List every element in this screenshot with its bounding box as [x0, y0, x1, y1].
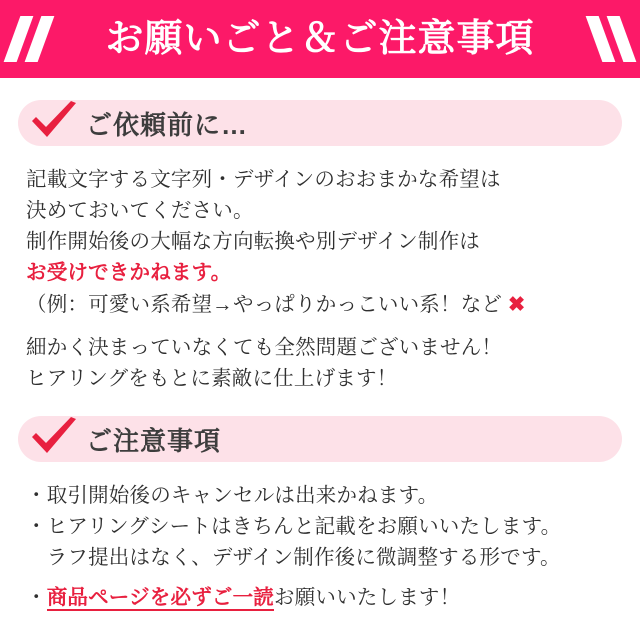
section-heading-notes: [18, 416, 622, 462]
highlight-tail: お願いいたします！: [274, 585, 461, 609]
section-heading-request: [18, 100, 622, 146]
body-line: 記載文字する文字列・デザインのおおまかな希望は: [26, 168, 501, 191]
body-line: ・ヒアリングシートはきちんと記載をお願いいたします。: [26, 515, 562, 539]
body-line-example: [26, 289, 614, 320]
x-mark-icon: ✖: [508, 292, 526, 316]
red-check-icon: [28, 417, 80, 461]
slash-decoration-left: [8, 0, 50, 78]
section-body-request: [26, 164, 614, 394]
body-line-emphasis: お受けできかねます。: [26, 261, 232, 285]
body-line: ・取引開始後のキャンセルは出来かねます。: [26, 484, 439, 508]
body-line: 細かく決まっていなくても全然問題ございません！: [26, 335, 503, 359]
page-title: お願いごと＆ご注意事項: [105, 18, 535, 60]
section-body-notes: [26, 480, 614, 613]
body-line: ヒアリングをもとに素敵に仕上げます！: [26, 366, 398, 390]
slash-decoration-right: [590, 0, 632, 78]
body-line: ラフ提出はなく、デザイン制作後に微調整する形です。: [26, 546, 561, 570]
body-line-highlight: [26, 582, 614, 613]
section-heading-label: ご依頼前に…: [86, 109, 249, 140]
bullet: ・: [26, 585, 47, 609]
header-banner: [0, 0, 640, 78]
body-line: 制作開始後の大幅な方向転換や別デザイン制作は: [26, 230, 480, 254]
highlight-text: 商品ページを必ずご一読: [46, 585, 274, 609]
red-check-icon: [28, 101, 80, 145]
body-line: 決めておいてください。: [26, 199, 254, 223]
section-heading-label: ご注意事項: [86, 425, 222, 456]
body-line-example-text: （例：可愛い系希望→やっぱりかっこいい系！など: [26, 292, 508, 316]
